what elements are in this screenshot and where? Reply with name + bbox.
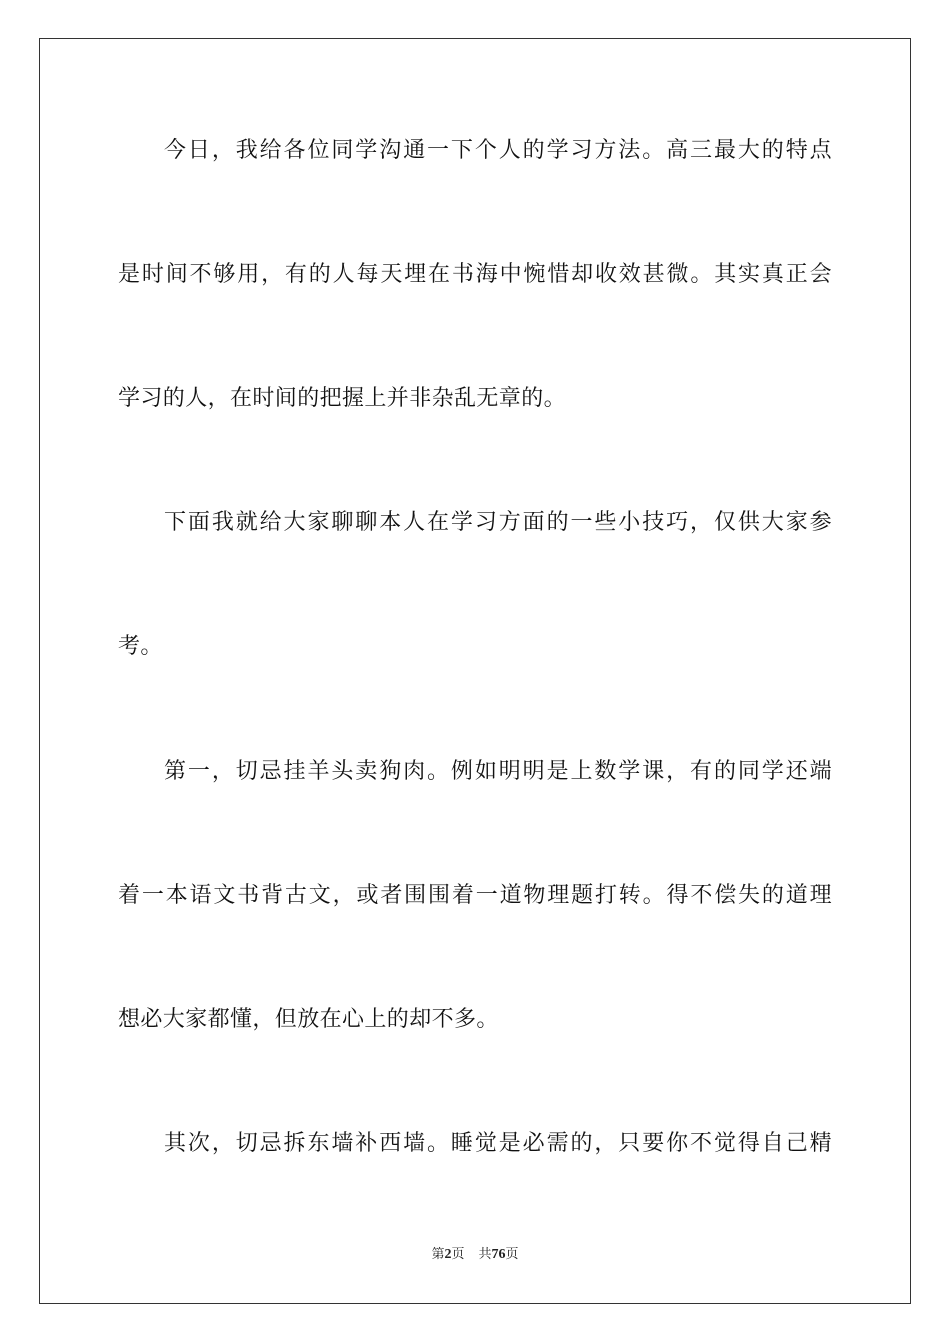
page-number: 2 (444, 1247, 452, 1262)
paragraph-3-line-1: 第一，切忌挂羊头卖狗肉。例如明明是上数学课，有的同学还端 (164, 759, 832, 784)
page-footer (0, 1246, 950, 1264)
page-border (39, 38, 911, 1304)
paragraph-3-line-3: 想必大家都懂，但放在心上的却不多。 (118, 1007, 499, 1032)
paragraph-2-line-1: 下面我就给大家聊聊本人在学习方面的一些小技巧，仅供大家参 (164, 510, 832, 535)
paragraph-2-line-2: 考。 (118, 634, 163, 659)
paragraph-1-line-1: 今日，我给各位同学沟通一下个人的学习方法。高三最大的特点 (164, 138, 832, 163)
paragraph-3-line-2: 着一本语文书背古文，或者围围着一道物理题打转。得不偿失的道理 (118, 883, 832, 908)
page-suffix: 页 (451, 1247, 465, 1262)
paragraph-1-line-2: 是时间不够用，有的人每天埋在书海中惋惜却收效甚微。其实真正会 (118, 262, 832, 287)
total-suffix: 页 (505, 1247, 519, 1262)
page-prefix: 第 (431, 1247, 445, 1262)
total-pages: 76 (491, 1247, 506, 1262)
paragraph-1-line-3: 学习的人，在时间的把握上并非杂乱无章的。 (118, 386, 567, 411)
total-prefix: 共 (478, 1247, 492, 1262)
paragraph-4-line-1: 其次，切忌拆东墙补西墙。睡觉是必需的，只要你不觉得自己精 (164, 1131, 832, 1156)
